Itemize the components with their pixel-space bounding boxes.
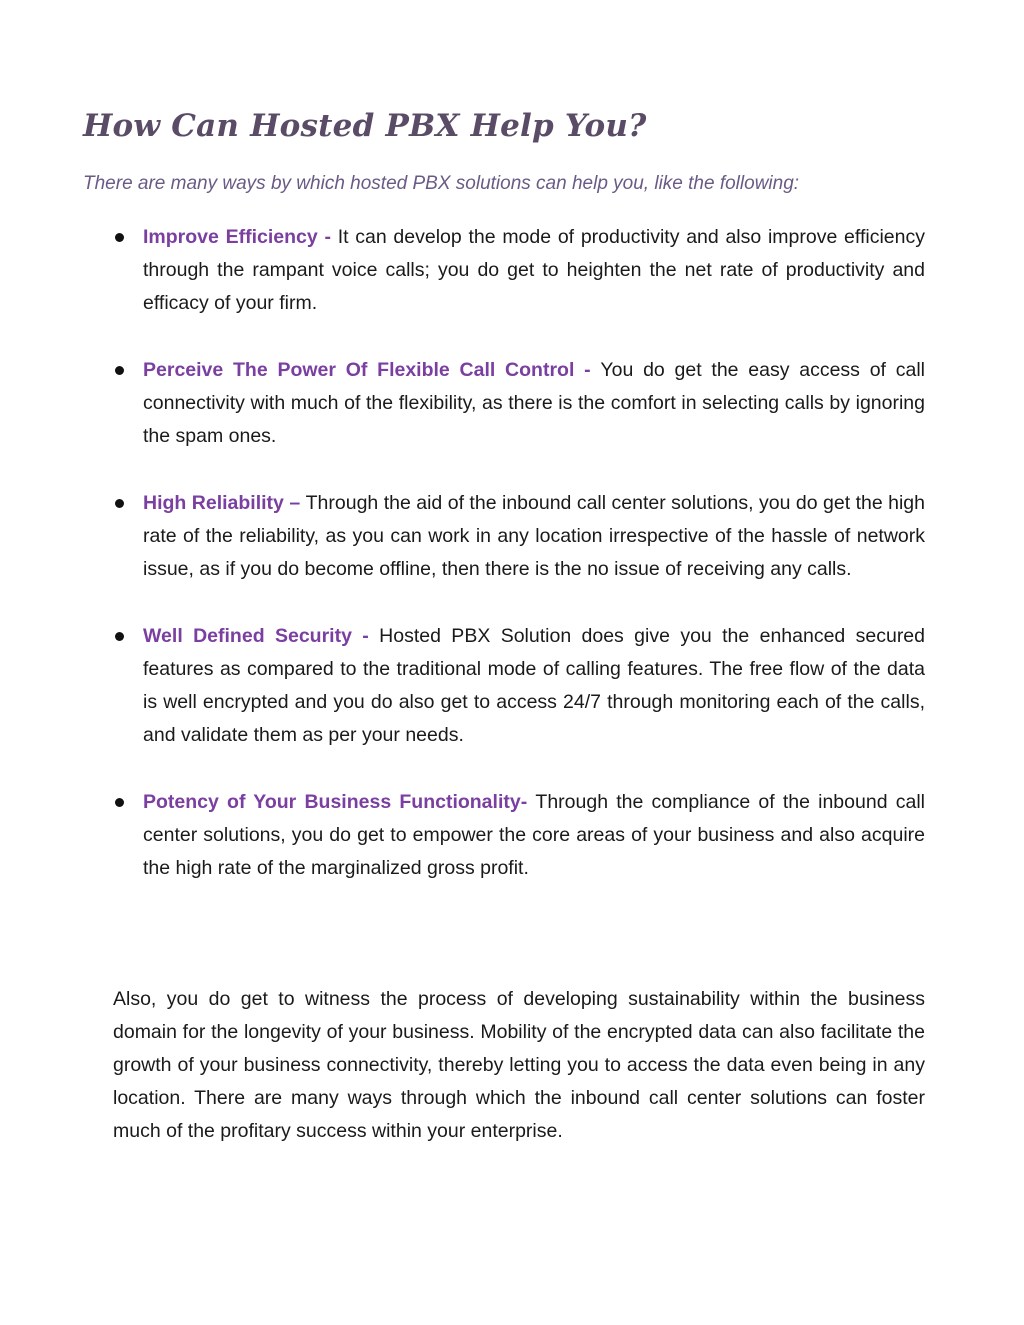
bullet-icon xyxy=(115,499,124,508)
list-item xyxy=(0,786,1024,885)
list-item-text xyxy=(143,221,925,320)
bullet-icon xyxy=(115,798,124,807)
list-item-lead: Potency of Your Business Functionality- xyxy=(143,791,536,813)
list-item-body: It can develop the mode of productivity and also improve efficiency through the rampant voice calls; you do get to heighten the net rate of productivity and efficacy of your firm. xyxy=(143,226,925,314)
closing-paragraph: Also, you do get to witness the process of developing sustainability within the business domain for the longevity of your business. Mobility of the encrypted data can also facilitate the growth of your business connectivity, thereby letting you to access the data even being in any location. There are many ways through which the inbound call center solutions can foster much of the profitary success within your enterprise. xyxy=(113,988,925,1142)
list-item-text xyxy=(143,354,925,453)
list-item xyxy=(0,221,1024,320)
list-item-text xyxy=(143,786,925,885)
bullet-icon xyxy=(115,366,124,375)
list-item-text xyxy=(143,487,925,586)
list-item-lead: High Reliability – xyxy=(143,492,306,514)
list-item xyxy=(0,354,1024,453)
page-subtitle: There are many ways by which hosted PBX solutions can help you, like the following: xyxy=(83,173,800,194)
list-item-body: Through the compliance of the inbound call center solutions, you do get to empower the core areas of your business and also acquire the high rate of the marginalized gross profit. xyxy=(143,791,925,879)
list-item-lead: Improve Efficiency - xyxy=(143,226,338,248)
list-item-text xyxy=(143,620,925,752)
bullet-icon xyxy=(115,233,124,242)
list-item xyxy=(0,487,1024,586)
page-title: How Can Hosted PBX Help You? xyxy=(83,108,647,144)
list-item-lead: Perceive The Power Of Flexible Call Control - xyxy=(143,359,601,381)
list-item-body: Hosted PBX Solution does give you the enhanced secured features as compared to the traditional mode of calling features. The free flow of the data is well encrypted and you do also get to access 24/7 through monitoring each of the calls, and validate them as per your needs. xyxy=(143,625,925,746)
list-item-lead: Well Defined Security - xyxy=(143,625,380,647)
benefit-list xyxy=(0,221,1024,919)
bullet-icon xyxy=(115,632,124,641)
list-item-body: Through the aid of the inbound call center solutions, you do get the high rate of the reliability, as you can work in any location irrespective of the hassle of network issue, as if you do become offline, then there is the no issue of receiving any calls. xyxy=(143,492,925,580)
list-item xyxy=(0,620,1024,752)
list-item-body: You do get the easy access of call connectivity with much of the flexibility, as there is the comfort in selecting calls by ignoring the spam ones. xyxy=(143,359,925,447)
